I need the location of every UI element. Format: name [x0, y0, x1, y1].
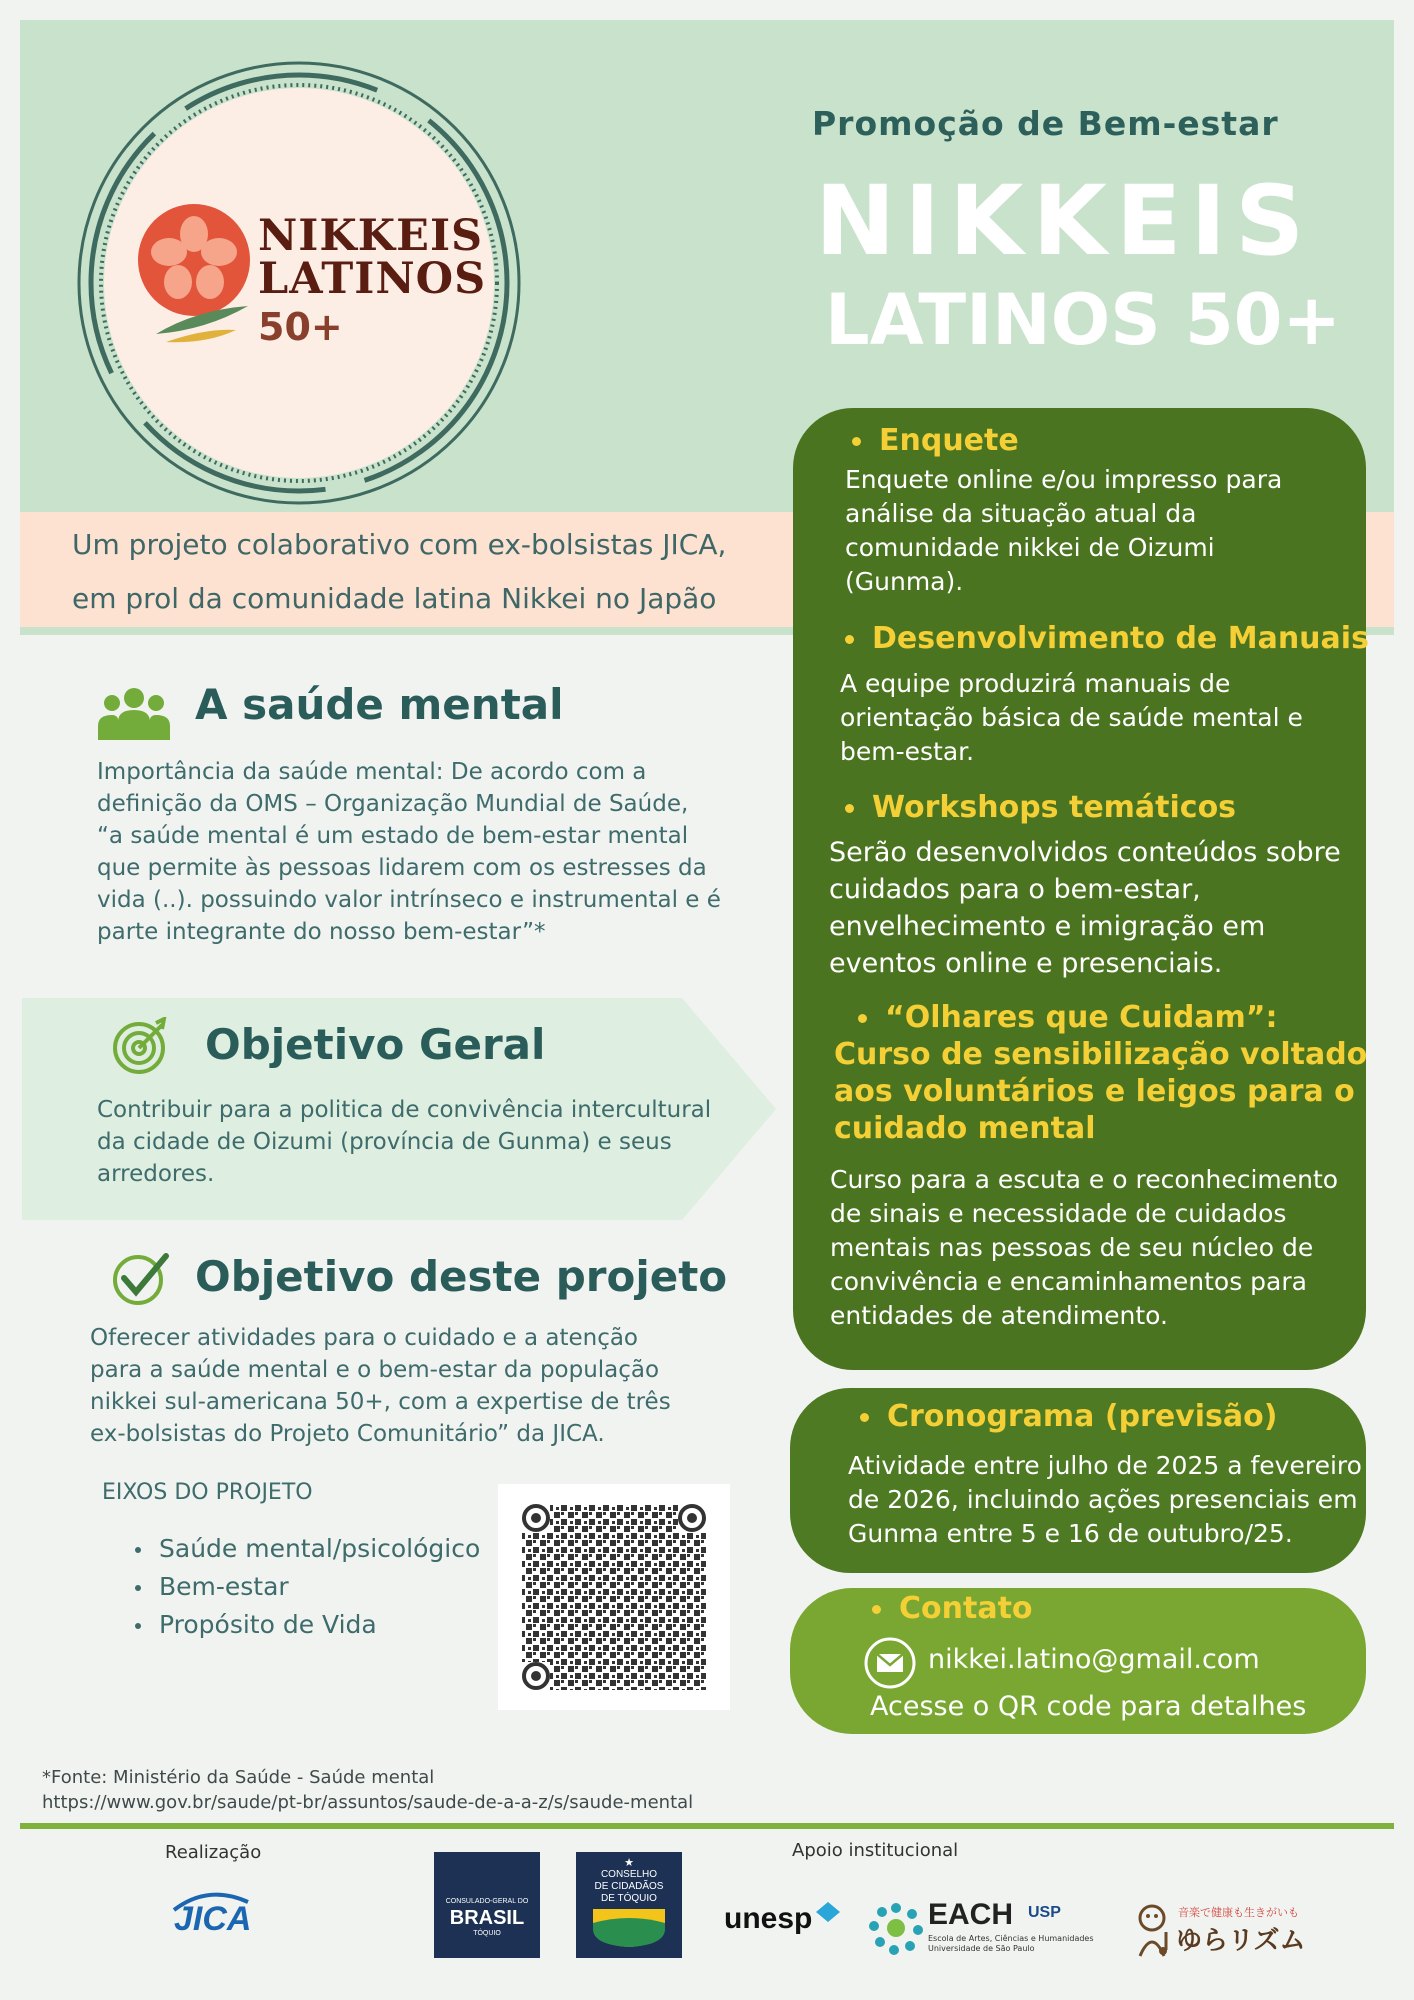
objetivo-geral-body — [97, 1094, 757, 1190]
source-line: *Fonte: Ministério da Saúde - Saúde mental — [42, 1767, 435, 1788]
workshops-line: envelhecimento e imigração em — [829, 911, 1266, 942]
manuais-heading — [845, 620, 1369, 658]
saude-line: que permite às pessoas lidarem com os estresses da — [97, 855, 707, 881]
saude-title: A saúde mental — [195, 680, 564, 729]
workshops-line: eventos online e presenciais. — [829, 948, 1223, 979]
contato-email[interactable]: nikkei.latino@gmail.com — [928, 1644, 1260, 1675]
saude-body — [97, 756, 737, 948]
consulado-brasil: BRASIL — [449, 1907, 525, 1929]
tagline — [72, 518, 726, 626]
manuais-line: orientação básica de saúde mental e — [840, 703, 1303, 732]
enquete-line: análise da situação atual da — [845, 499, 1197, 528]
contato-heading — [872, 1590, 1033, 1628]
yura-wordmark: ゆらリズム — [1176, 1926, 1306, 1956]
realizacao-label: Realização — [165, 1842, 262, 1863]
qr-code-graphic — [498, 1484, 730, 1710]
people-group-icon — [98, 686, 170, 740]
workshops-title: Workshops temáticos — [872, 790, 1237, 825]
conselho-line: DE TÓQUIO — [601, 1893, 657, 1904]
bullet-icon — [845, 804, 854, 813]
email-icon — [864, 1637, 916, 1689]
cronograma-line: de 2026, incluindo ações presenciais em — [848, 1485, 1358, 1514]
workshops-line: Serão desenvolvidos conteúdos sobre — [829, 837, 1341, 868]
unesp-mark-icon — [816, 1902, 840, 1922]
manuais-line: A equipe produzirá manuais de — [840, 669, 1231, 698]
source-note — [42, 1765, 693, 1815]
jica-wordmark: JICA — [174, 1900, 252, 1938]
consulado-toquio: TÓQUIO — [473, 1930, 501, 1937]
each-wordmark: EACH — [928, 1898, 1014, 1931]
objetivo-projeto-line: para a saúde mental e o bem-estar da população — [90, 1357, 660, 1383]
conselho-line: DE CIDADÃOS — [594, 1881, 664, 1892]
eixos-item: Bem-estar — [135, 1568, 480, 1606]
yura-character-icon — [1132, 1902, 1176, 1958]
cronograma-title: Cronograma (previsão) — [887, 1399, 1278, 1434]
each-subtitle-line: Escola de Artes, Ciências e Humanidades — [928, 1934, 1094, 1943]
objetivo-projeto-line: Oferecer atividades para o cuidado e a atenção — [90, 1325, 639, 1351]
enquete-heading — [852, 422, 1019, 460]
footer-divider — [20, 1823, 1394, 1829]
bullet-icon — [845, 635, 854, 644]
olhares-subtitle: cuidado mental — [834, 1111, 1096, 1146]
cronograma-body — [848, 1449, 1362, 1551]
saude-line: Importância da saúde mental: De acordo com a — [97, 759, 647, 785]
olhares-subtitle: Curso de sensibilização voltado — [834, 1037, 1368, 1072]
check-circle-icon — [112, 1252, 170, 1306]
logo-line2: LATINOS — [258, 254, 487, 304]
yura-tagline: 音楽で健康も生きがいも — [1178, 1906, 1299, 1919]
bullet-icon — [852, 437, 861, 446]
apoio-label: Apoio institucional — [792, 1840, 959, 1861]
promo-subtitle: Promoção de Bem-estar — [812, 104, 1279, 143]
objetivo-geral-line: arredores. — [97, 1161, 215, 1187]
enquete-body — [845, 463, 1282, 599]
conselho-line: CONSELHO — [600, 1869, 658, 1880]
eixos-title: EIXOS DO PROJETO — [102, 1480, 313, 1505]
saude-line: “a saúde mental é um estado de bem-estar mental — [97, 823, 689, 849]
cronograma-heading — [860, 1398, 1277, 1436]
eixos-list — [135, 1530, 480, 1644]
conselho-shield-icon — [589, 1909, 669, 1949]
star-icon: ★ — [624, 1857, 634, 1869]
objetivo-projeto-line: ex-bolsistas do Projeto Comunitário” da JICA. — [90, 1421, 605, 1447]
olhares-line: de sinais e necessidade de cuidados — [830, 1199, 1287, 1228]
consulado-logo — [434, 1852, 540, 1958]
olhares-line: entidades de atendimento. — [830, 1301, 1168, 1330]
olhares-heading — [858, 999, 1278, 1037]
saude-line: definição da OMS – Organização Mundial de Saúde, — [97, 791, 689, 817]
conselho-logo — [576, 1852, 682, 1958]
enquete-line: comunidade nikkei de Oizumi — [845, 533, 1215, 562]
contato-qr-note: Acesse o QR code para detalhes — [870, 1691, 1307, 1722]
olhares-line: convivência e encaminhamentos para — [830, 1267, 1307, 1296]
objetivo-geral-line: Contribuir para a politica de convivência intercultural — [97, 1097, 712, 1123]
saude-line: vida (..). possuindo valor intrínseco e instrumental e é — [97, 887, 721, 913]
olhares-body — [830, 1163, 1338, 1333]
objetivo-geral-title: Objetivo Geral — [205, 1020, 546, 1069]
olhares-subtitle: aos voluntários e leigos para o — [834, 1074, 1355, 1109]
unesp-logo: unesp — [724, 1902, 813, 1935]
tagline-line2: em prol da comunidade latina Nikkei no Japão — [72, 582, 717, 615]
bullet-icon — [860, 1413, 869, 1422]
logo-wordmark — [258, 211, 487, 304]
workshops-body — [829, 834, 1341, 982]
saude-line: parte integrante do nosso bem-estar”* — [97, 919, 546, 945]
objetivo-projeto-body — [90, 1322, 750, 1450]
usp-wordmark: USP — [1028, 1904, 1061, 1921]
logo-line1: NIKKEIS — [258, 211, 484, 261]
contato-title: Contato — [899, 1591, 1033, 1626]
objetivo-projeto-title: Objetivo deste projeto — [195, 1252, 728, 1301]
olhares-title: “Olhares que Cuidam”: — [885, 1000, 1278, 1035]
eixos-item: Saúde mental/psicológico — [135, 1530, 480, 1568]
tagline-line1: Um projeto colaborativo com ex-bolsistas JICA, — [72, 528, 727, 561]
jica-logo — [168, 1888, 252, 1944]
enquete-line: (Gunma). — [845, 567, 964, 596]
logo-50plus: 50+ — [258, 305, 343, 349]
workshops-heading — [845, 789, 1236, 827]
consulado-line: CONSULADO-GERAL DO — [445, 1898, 529, 1905]
cronograma-line: Atividade entre julho de 2025 a fevereiro — [848, 1451, 1362, 1480]
manuais-body — [840, 667, 1303, 769]
enquete-line: Enquete online e/ou impresso para — [845, 465, 1283, 494]
manuais-line: bem-estar. — [840, 737, 975, 766]
target-icon — [112, 1017, 170, 1075]
objetivo-geral-line: da cidade de Oizumi (província de Gunma) e seus — [97, 1129, 672, 1155]
main-title-line2: LATINOS 50+ — [825, 279, 1342, 361]
enquete-title: Enquete — [879, 423, 1019, 458]
bullet-icon — [858, 1014, 867, 1023]
bullet-icon — [872, 1605, 881, 1614]
main-title-line1: NIKKEIS — [815, 165, 1314, 277]
each-emblem-icon — [868, 1900, 924, 1956]
each-subtitle-line: Universidade de São Paulo — [928, 1944, 1035, 1953]
manuais-title: Desenvolvimento de Manuais — [872, 621, 1369, 656]
cronograma-line: Gunma entre 5 e 16 de outubro/25. — [848, 1519, 1293, 1548]
olhares-line: mentais nas pessoas de seu núcleo de — [830, 1233, 1314, 1262]
olhares-line: Curso para a escuta e o reconhecimento — [830, 1165, 1339, 1194]
each-subtitle — [928, 1934, 1094, 1954]
source-url[interactable]: https://www.gov.br/saude/pt-br/assuntos/saude-de-a-a-z/s/saude-mental — [42, 1792, 694, 1813]
eixos-item: Propósito de Vida — [135, 1606, 480, 1644]
qr-code[interactable] — [498, 1484, 730, 1710]
cherry-blossom-icon — [136, 202, 252, 352]
objetivo-projeto-line: nikkei sul-americana 50+, com a expertise de três — [90, 1389, 671, 1415]
workshops-line: cuidados para o bem-estar, — [829, 874, 1201, 905]
